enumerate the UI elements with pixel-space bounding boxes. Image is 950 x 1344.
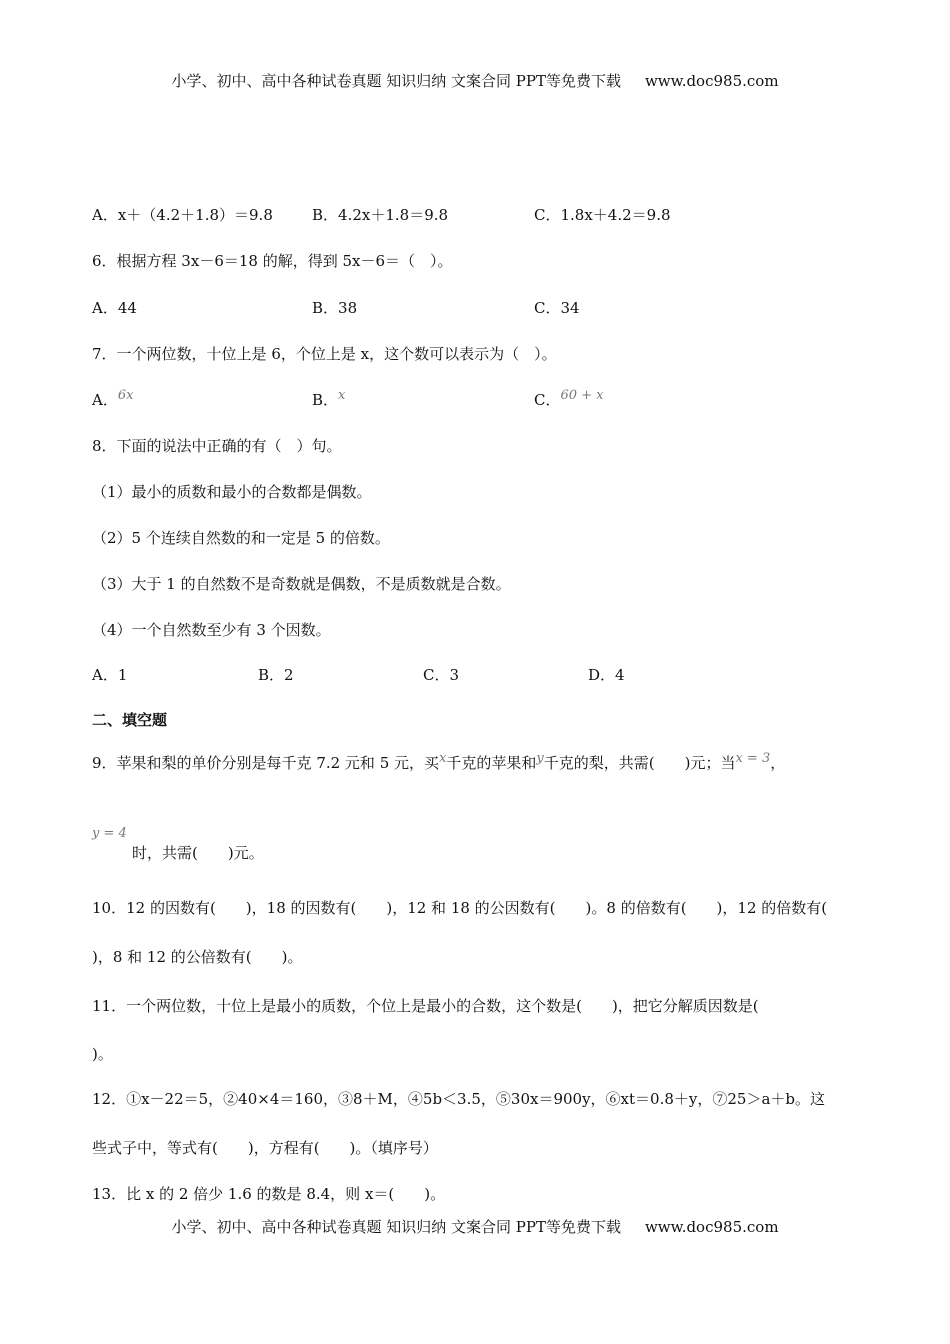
q7-option-c	[534, 389, 604, 410]
footer-text: 小学、初中、高中各种试卷真题 知识归纳 文案合同 PPT等免费下载	[171, 1218, 621, 1236]
q7-option-a-expr: 6x	[117, 388, 134, 403]
page-header	[0, 70, 950, 91]
q9-part-3: 千克的梨，共需( )元；当	[543, 754, 736, 772]
page-footer	[0, 1216, 950, 1237]
q10-line-1: 10．12 的因数有( )，18 的因数有( )，12 和 18 的公因数有( )。8 的倍数有( )，12 的倍数有(	[92, 899, 828, 917]
section-title: 二、填空题	[92, 711, 168, 729]
q11-line-1: 11．一个两位数，十位上是最小的质数，个位上是最小的合数，这个数是( )，把它分解质因数是(	[92, 997, 759, 1015]
q9-cond-x: x = 3	[735, 751, 771, 766]
q7-option-b	[312, 389, 345, 410]
q12-line-1: 12．①x－22＝5，②40×4＝160，③8＋M，④5b＜3.5，⑤30x＝900y，⑥xt＝0.8＋y，⑦25＞a＋b。这	[92, 1090, 826, 1108]
q5-option-b: B．4.2x＋1.8＝9.8	[312, 206, 449, 224]
q9-part-5: 时，共需( )元。	[132, 844, 264, 862]
q8-option-c: C．3	[423, 666, 460, 684]
q9-part-2: 千克的苹果和	[446, 754, 537, 772]
q6-stem: 6．根据方程 3x－6＝18 的解，得到 5x－6＝（ ）。	[92, 252, 453, 270]
q8-option-b: B．2	[258, 666, 294, 684]
q8-statement-3: （3）大于 1 的自然数不是奇数就是偶数，不是质数就是合数。	[92, 575, 511, 593]
q7-option-c-expr: 60 + x	[560, 388, 604, 403]
q7-option-c-label: C．	[534, 391, 561, 409]
q6-option-a: A．44	[92, 299, 137, 317]
header-site: www.doc985.com	[644, 72, 779, 90]
header-text: 小学、初中、高中各种试卷真题 知识归纳 文案合同 PPT等免费下载	[171, 72, 621, 90]
q8-statement-4: （4）一个自然数至少有 3 个因数。	[92, 621, 331, 639]
q9-cond-y: y = 4	[92, 826, 127, 841]
q7-option-a-label: A．	[92, 391, 118, 409]
q7-stem: 7．一个两位数，十位上是 6，个位上是 x，这个数可以表示为（ ）。	[92, 345, 557, 363]
q5-option-c: C．1.8x＋4.2＝9.8	[534, 206, 671, 224]
footer-site: www.doc985.com	[644, 1218, 779, 1236]
q7-option-b-label: B．	[312, 391, 339, 409]
q10-line-2: )，8 和 12 的公倍数有( )。	[92, 948, 303, 966]
q9-line-1	[92, 752, 785, 773]
q8-statement-2: （2）5 个连续自然数的和一定是 5 的倍数。	[92, 529, 390, 547]
q9-var-x: x	[439, 751, 447, 766]
q8-statement-1: （1）最小的质数和最小的合数都是偶数。	[92, 483, 372, 501]
q8-option-d: D．4	[588, 666, 625, 684]
q8-stem: 8．下面的说法中正确的有（ ）句。	[92, 437, 342, 455]
q13-stem: 13．比 x 的 2 倍少 1.6 的数是 8.4，则 x＝( )。	[92, 1185, 446, 1203]
q5-option-a: A．x＋（4.2＋1.8）＝9.8	[92, 206, 273, 224]
q9-var-y: y	[536, 751, 544, 766]
q6-option-b: B．38	[312, 299, 358, 317]
q11-line-2: )。	[92, 1045, 113, 1063]
q12-line-2: 些式子中，等式有( )，方程有( )。（填序号）	[92, 1139, 438, 1157]
q7-option-b-expr: x	[338, 388, 346, 403]
q8-option-a: A．1	[92, 666, 128, 684]
q7-option-a	[92, 389, 133, 410]
q6-option-c: C．34	[534, 299, 580, 317]
q9-part-1: 9．苹果和梨的单价分别是每千克 7.2 元和 5 元，买	[92, 754, 440, 772]
q9-part-4: ，	[770, 754, 786, 772]
